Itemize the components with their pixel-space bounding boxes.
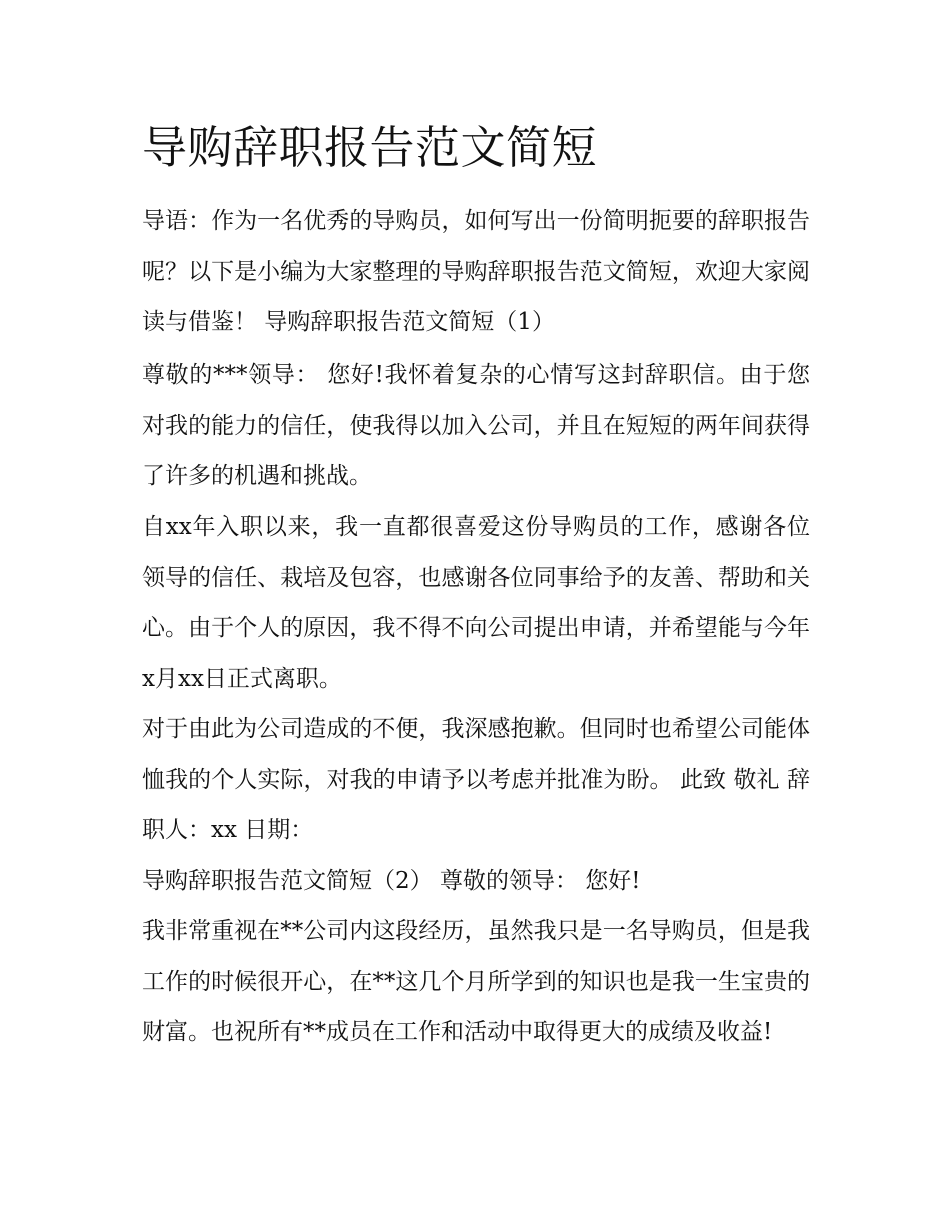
paragraph-body: 自xx年入职以来，我一直都很喜爱这份导购员的工作，感谢各位领导的信任、栽培及包容，也感谢各位同事给予的友善、帮助和关心。由于个人的原因，我不得不向公司提出申请，并希望能与今年x月xx日正式离职。 [142,514,810,692]
paragraph-sample-2-heading: 导购辞职报告范文简短（2） 尊敬的领导： 您好! [142,868,641,894]
document-title: 导购辞职报告范文简短 [142,121,598,174]
paragraph-intro: 导语：作为一名优秀的导购员，如何写出一份简明扼要的辞职报告呢？以下是小编为大家整理的导购辞职报告范文简短，欢迎大家阅读与借鉴！ 导购辞职报告范文简短（1） [142,208,810,335]
paragraph-sample-2-body: 我非常重视在**公司内这段经历，虽然我只是一名导购员，但是我工作的时候很开心，在**这几个月所学到的知识也是我一生宝贵的财富。也祝所有**成员在工作和活动中取得更大的成绩及收益! [142,918,810,1045]
paragraph-closing: 对于由此为公司造成的不便，我深感抱歉。但同时也希望公司能体恤我的个人实际，对我的申请予以考虑并批准为盼。 此致 敬礼 辞职人：xx 日期： [142,716,810,843]
paragraph-greeting: 尊敬的***领导： 您好!我怀着复杂的心情写这封辞职信。由于您对我的能力的信任，使我得以加入公司，并且在短短的两年间获得了许多的机遇和挑战。 [142,362,810,489]
